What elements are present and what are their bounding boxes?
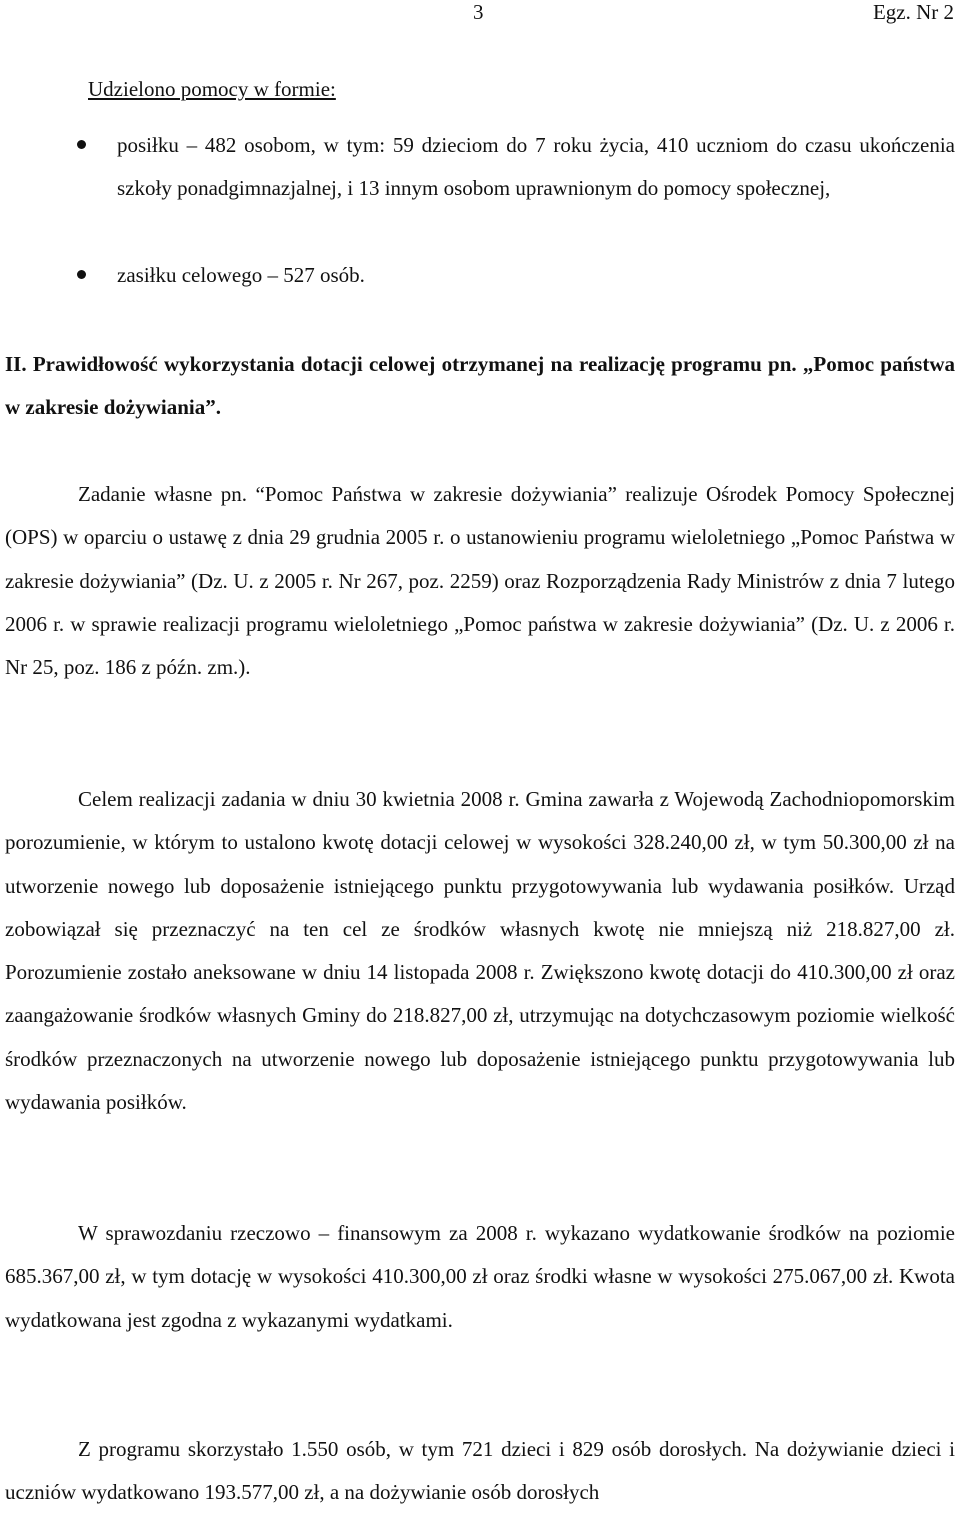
aid-item-allowance: zasiłku celowego – 527 osób. [117, 263, 365, 287]
section-title: II. Prawidłowość wykorzystania dotacji celowej otrzymanej na realizację programu pn. „Pomoc państwa w zakresie dożywiania”. [5, 352, 955, 419]
page-number: 3 [473, 0, 484, 24]
bullet-icon [74, 137, 88, 151]
paragraph-beneficiaries: Z programu skorzystało 1.550 osób, w tym 721 dzieci i 829 osób dorosłych. Na dożywianie dzieci i uczniów wydatkowano 193.577,00 zł, a na dożywianie osób dorosłych [5, 1437, 955, 1505]
paragraph-legal-basis: Zadanie własne pn. “Pomoc Państwa w zakresie dożywiania” realizuje Ośrodek Pomocy Społecznej (OPS) w oparciu o ustawę z dnia 29 grudnia 2005 r. o ustanowieniu programu wieloletniego „Pomoc Państwa w zakresie dożywiania” (Dz. U. z 2005 r. Nr 267, poz. 2259) oraz Rozporządzenia Rady Ministrów z dnia 7 lutego 2006 r. w sprawie realizacji programu wieloletniego „Pomoc państwa w zakresie dożywiania” (Dz. U. z 2006 r. Nr 25, poz. 186 z późn. zm.). [5, 482, 955, 680]
paragraph-report: W sprawozdaniu rzeczowo – finansowym za 2008 r. wykazano wydatkowanie środków na poziomie 685.367,00 zł, w tym dotację w wysokości 410.300,00 zł oraz środki własne w wysokości 275.067,00 zł. Kwota wydatkowana jest zgodna z wykazanymi wydatkami. [5, 1221, 955, 1332]
bullet-icon [74, 267, 88, 281]
aid-item-meals: posiłku – 482 osobom, w tym: 59 dzieciom do 7 roku życia, 410 uczniom do czasu ukończenia szkoły ponadgimnazjalnej, i 13 innym osobom uprawnionym do pomocy społecznej, [117, 133, 955, 200]
paragraph-agreement: Celem realizacji zadania w dniu 30 kwietnia 2008 r. Gmina zawarła z Wojewodą Zachodniopomorskim porozumienie, w którym to ustalono kwotę dotacji celowej w wysokości 328.240,00 zł, w tym 50.300,00 zł na utworzenie nowego lub doposażenie istniejącego punktu przygotowywania lub wydawania posiłków. Urząd zobowiązał się przeznaczyć na ten cel ze środków własnych kwotę nie mniejszą niż 218.827,00 zł. Porozumienie zostało aneksowane w dniu 14 listopada 2008 r. Zwiększono kwotę dotacji do 410.300,00 zł oraz zaangażowanie środków własnych Gminy do 218.827,00 zł, utrzymując na dotychczasowym poziomie wielkość środków przeznaczonych na utworzenie nowego lub doposażenie istniejącego punktu przygotowywania lub wydawania posiłków. [5, 787, 955, 1115]
aid-heading: Udzielono pomocy w formie: [88, 77, 336, 101]
copy-number-label: Egz. Nr 2 [872, 0, 954, 24]
